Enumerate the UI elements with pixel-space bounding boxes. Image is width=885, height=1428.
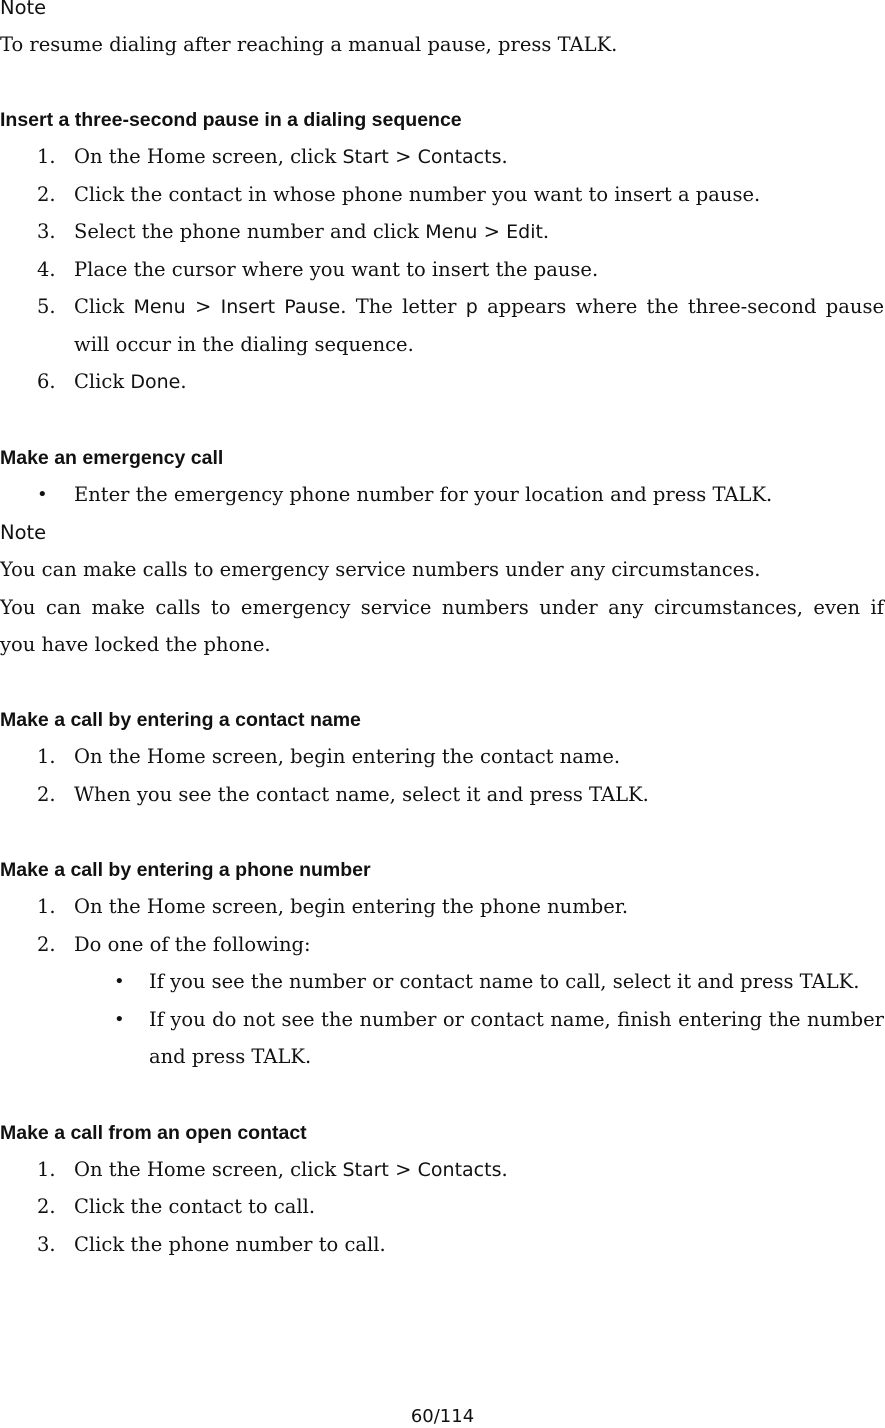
step-text-continuation: will occur in the dialing sequence. (74, 333, 414, 356)
step-text: Place the cursor where you want to insert the pause. (74, 258, 599, 281)
step-number: 1. (37, 745, 56, 768)
ui-label-start: Start (342, 1159, 389, 1181)
step-number: 6. (37, 370, 56, 393)
ui-label-menu: Menu (425, 221, 478, 243)
ui-label-p: p (465, 296, 478, 318)
note-label: Note (0, 0, 47, 19)
section-heading-contact-name: Make a call by entering a contact name (0, 709, 361, 731)
step-number: 1. (37, 145, 56, 168)
section-heading-open-contact: Make a call from an open contact (0, 1122, 307, 1144)
ui-label-edit: Edit (506, 221, 543, 243)
ui-label-insert-pause: Insert Pause (220, 296, 341, 318)
page-number: 60/114 (410, 1406, 475, 1427)
bullet-text: Enter the emergency phone number for your location and press TALK. (74, 483, 773, 506)
step-number: 4. (37, 258, 56, 281)
bullet-icon: • (114, 1009, 125, 1030)
step-number: 3. (37, 220, 56, 243)
sub-bullet-text: If you do not see the number or contact name, finish entering the number (149, 1008, 884, 1031)
bullet-icon: • (114, 971, 125, 992)
note-text: To resume dialing after reaching a manual pause, press TALK. (0, 33, 618, 56)
step-number: 2. (37, 783, 56, 806)
step-number: 3. (37, 1233, 56, 1256)
section-heading-emergency: Make an emergency call (0, 447, 224, 469)
step-text: Click the contact in whose phone number you want to insert a pause. (74, 183, 761, 206)
ui-label-done: Done (130, 371, 181, 393)
ui-label-contacts: Contacts (417, 146, 502, 168)
note-text-continuation: you have locked the phone. (0, 633, 271, 656)
step-text: Click Done. (74, 370, 187, 393)
sub-bullet-continuation: and press TALK. (149, 1045, 312, 1068)
step-number: 1. (37, 895, 56, 918)
step-text: On the Home screen, begin entering the contact name. (74, 745, 621, 768)
step-number: 2. (37, 183, 56, 206)
step-text: Click the phone number to call. (74, 1233, 386, 1256)
ui-label-contacts: Contacts (417, 1159, 502, 1181)
ui-label-menu: Menu (133, 296, 186, 318)
step-text: Click Menu > Insert Pause. The letter p appears where the three-second pause (74, 295, 884, 318)
section-heading-pause: Insert a three-second pause in a dialing sequence (0, 109, 462, 131)
note-label: Note (0, 521, 47, 544)
ui-label-start: Start (342, 146, 389, 168)
bullet-icon: • (37, 484, 48, 505)
section-heading-phone-number: Make a call by entering a phone number (0, 859, 371, 881)
step-number: 1. (37, 1158, 56, 1181)
sub-bullet-text: If you see the number or contact name to call, select it and press TALK. (149, 970, 860, 993)
step-text: On the Home screen, begin entering the phone number. (74, 895, 629, 918)
note-text: You can make calls to emergency service numbers under any circumstances. (0, 558, 761, 581)
step-number: 2. (37, 1195, 56, 1218)
step-text: On the Home screen, click Start > Contacts. (74, 1158, 508, 1181)
step-text: Do one of the following: (74, 933, 311, 956)
step-text: On the Home screen, click Start > Contacts. (74, 145, 508, 168)
step-number: 5. (37, 295, 56, 318)
step-number: 2. (37, 933, 56, 956)
note-text: You can make calls to emergency service numbers under any circumstances, even if (0, 596, 884, 619)
step-text: When you see the contact name, select it and press TALK. (74, 783, 649, 806)
step-text: Select the phone number and click Menu > Edit. (74, 220, 550, 243)
step-text: Click the contact to call. (74, 1195, 316, 1218)
